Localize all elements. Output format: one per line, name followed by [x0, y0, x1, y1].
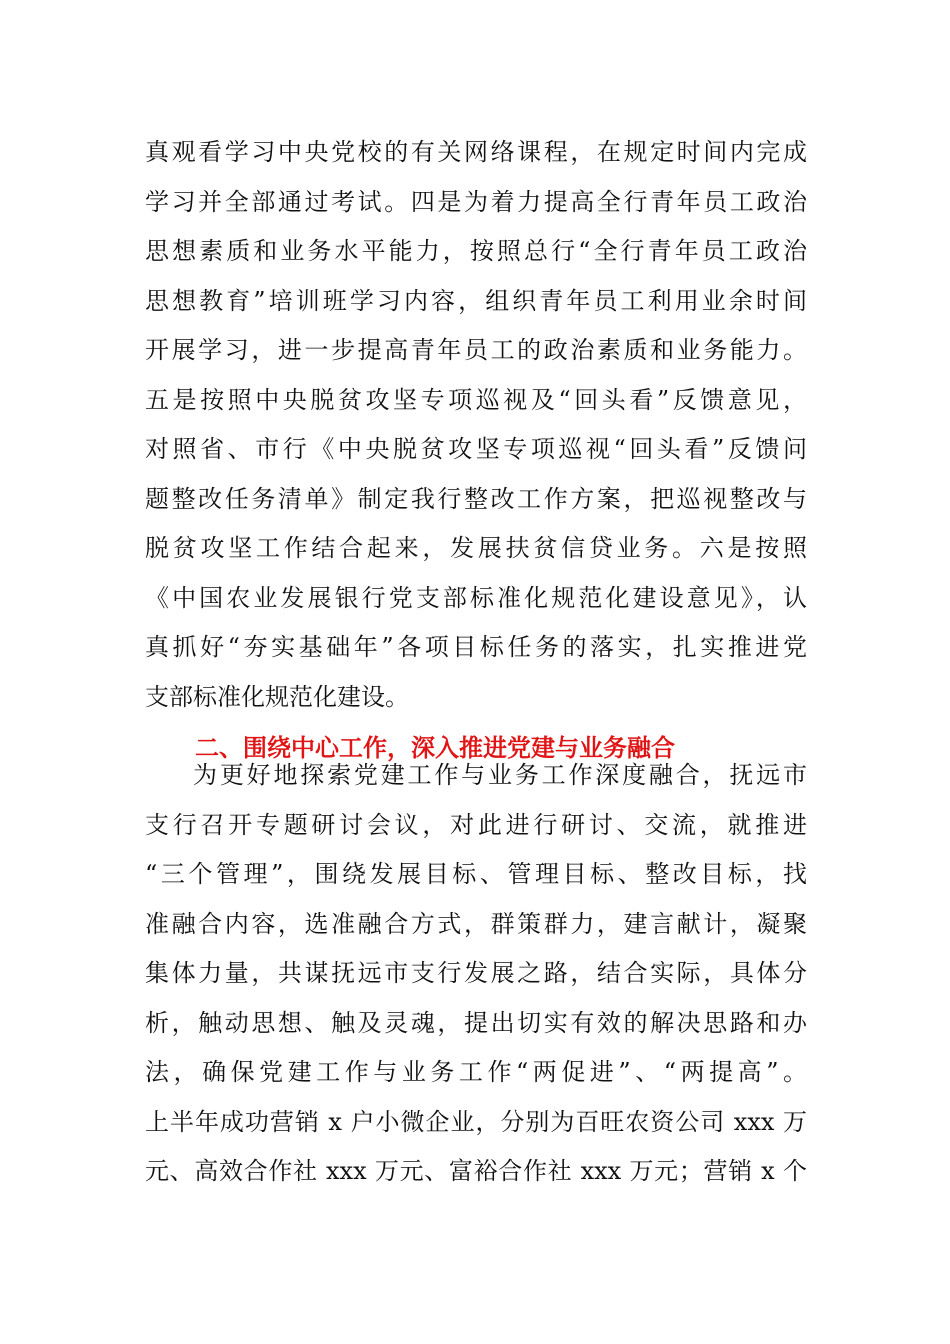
- paragraph-2-line: 法，确保党建工作与业务工作“两促进”、“两提高”。: [145, 1058, 807, 1086]
- paragraph-1-line: 思想教育”培训班学习内容，组织青年员工利用业余时间: [145, 286, 807, 315]
- paragraph-1-line: 真抓好“夯实基础年”各项目标任务的落实，扎实推进党: [145, 633, 807, 661]
- section-heading: 二、围绕中心工作，深入推进党建与业务融合: [195, 734, 675, 762]
- paragraph-2-line: 元、高效合作社 xxx 万元、富裕合作社 xxx 万元；营销 x 个: [145, 1157, 807, 1185]
- paragraph-1-line: 开展学习，进一步提高青年员工的政治素质和业务能力。: [145, 336, 807, 364]
- paragraph-1-line: 对照省、市行《中央脱贫攻坚专项巡视“回头看”反馈问: [145, 435, 807, 463]
- paragraph-1-line: 题整改任务清单》制定我行整改工作方案，把巡视整改与: [145, 484, 807, 513]
- paragraph-2: [145, 751, 807, 1197]
- paragraph-1-line: 支部标准化规范化建设。: [145, 682, 409, 711]
- paragraph-1: [145, 128, 807, 722]
- paragraph-1-line: 五是按照中央脱贫攻坚专项巡视及“回头看”反馈意见，: [145, 385, 807, 414]
- paragraph-1-line: 思想素质和业务水平能力，按照总行“全行青年员工政治: [145, 237, 807, 265]
- paragraph-1-line: 真观看学习中央党校的有关网络课程，在规定时间内完成: [145, 138, 807, 166]
- paragraph-1-line: 《中国农业发展银行党支部标准化规范化建设意见》，认: [145, 583, 807, 612]
- paragraph-2-line: 集体力量，共谋抚远市支行发展之路，结合实际，具体分: [145, 959, 807, 987]
- paragraph-1-line: 学习并全部通过考试。四是为着力提高全行青年员工政治: [145, 187, 807, 216]
- paragraph-2-line: 上半年成功营销 x 户小微企业，分别为百旺农资公司 xxx 万: [145, 1107, 807, 1136]
- paragraph-2-line: 支行召开专题研讨会议，对此进行研讨、交流，就推进: [145, 810, 807, 839]
- paragraph-2-line: 准融合内容，选准融合方式，群策群力，建言献计，凝聚: [145, 909, 807, 938]
- paragraph-2-line: 析，触动思想、触及灵魂，提出切实有效的解决思路和办: [145, 1008, 807, 1037]
- paragraph-2-line: 为更好地探索党建工作与业务工作深度融合，抚远市: [193, 761, 807, 789]
- paragraph-2-line: “三个管理”，围绕发展目标、管理目标、整改目标，找: [145, 860, 807, 888]
- paragraph-1-line: 脱贫攻坚工作结合起来，发展扶贫信贷业务。六是按照: [145, 534, 807, 562]
